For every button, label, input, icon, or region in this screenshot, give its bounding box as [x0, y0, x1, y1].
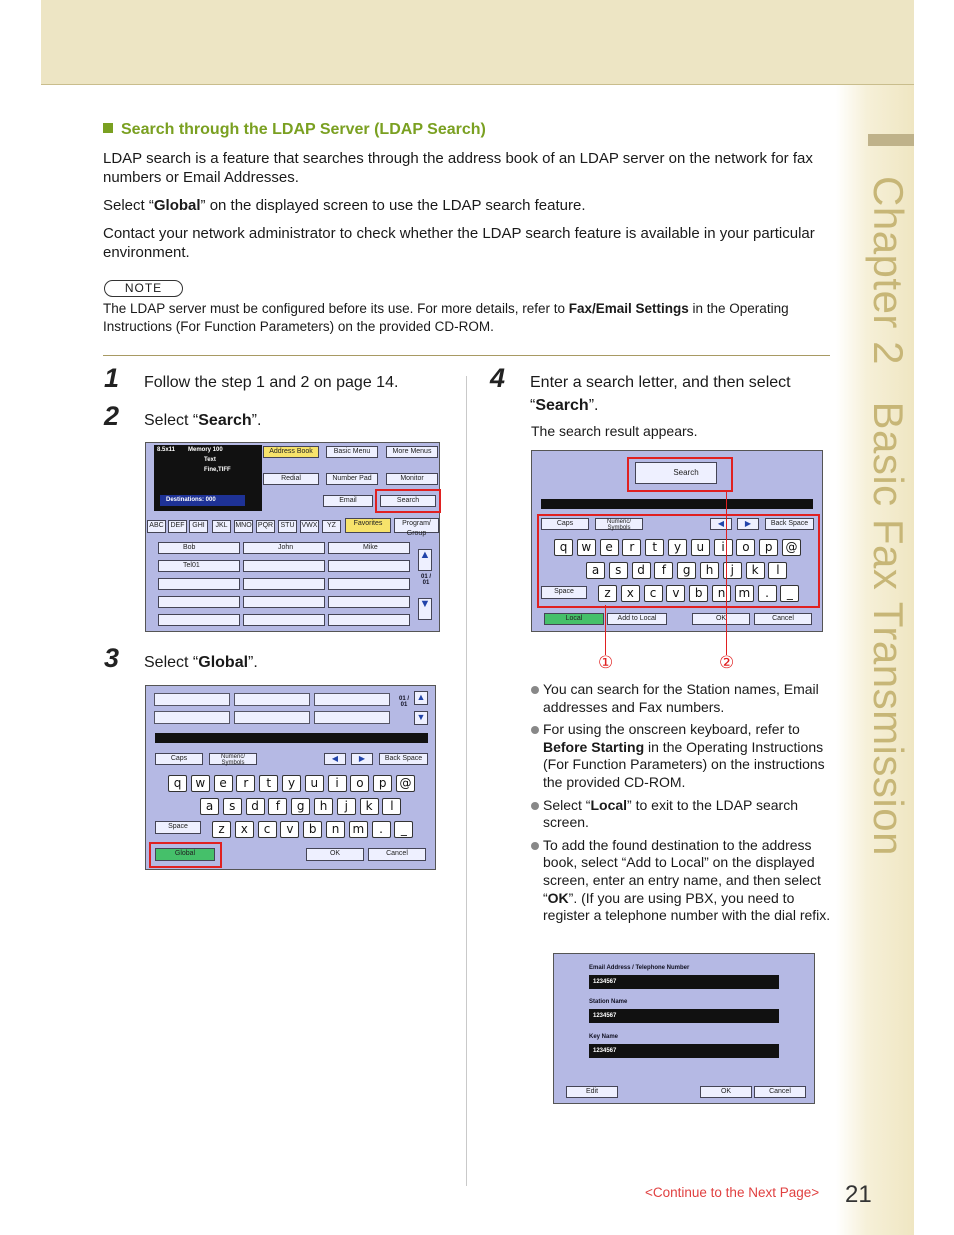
search-keyboard-screenshot: [531, 450, 823, 632]
step-1-text: Follow the step 1 and 2 on page 14.: [144, 374, 399, 391]
backspace-key[interactable]: Back Space: [379, 753, 428, 765]
step-2-number: 2: [104, 401, 120, 431]
backspace-key[interactable]: Back Space: [765, 518, 814, 530]
key-x[interactable]: x: [621, 585, 640, 602]
entry-empty[interactable]: [328, 560, 410, 572]
key-j[interactable]: j: [723, 562, 742, 579]
key-e[interactable]: e: [600, 539, 619, 556]
key-f[interactable]: f: [268, 798, 287, 815]
note-text: The LDAP server must be configured before its use. For more details, refer to Fax/Email Settings in the Operating Instructions (For Function Parameters) on the provided CD-ROM.: [103, 301, 789, 334]
key-f[interactable]: f: [654, 562, 673, 579]
step-3-text: Select “Global”.: [144, 654, 258, 671]
key-k[interactable]: k: [746, 562, 765, 579]
intro-paragraph-2: Select “Global” on the displayed screen to use the LDAP search feature.: [103, 197, 586, 214]
callout-1-line: [605, 605, 606, 655]
cancel-button[interactable]: Cancel: [368, 848, 426, 861]
key-l[interactable]: l: [382, 798, 401, 815]
key-b[interactable]: b: [689, 585, 708, 602]
station-name-field[interactable]: [589, 1009, 779, 1023]
key-name-field[interactable]: [589, 1044, 779, 1058]
key-a[interactable]: a: [200, 798, 219, 815]
key-p[interactable]: p: [759, 539, 778, 556]
numeric-symbols-key[interactable]: Numeric/ Symbols: [595, 518, 643, 530]
entry-john[interactable]: John: [243, 542, 325, 554]
ok-button[interactable]: OK: [306, 848, 364, 861]
ldap-search-button[interactable]: Search: [635, 462, 717, 484]
key-d[interactable]: d: [246, 798, 265, 815]
section-title-text: Search through the LDAP Server (LDAP Search): [121, 121, 486, 138]
paper-size-label: 8.5x11: [157, 447, 176, 453]
section-divider: [103, 355, 830, 356]
monitor-button[interactable]: Monitor: [386, 473, 438, 485]
key-r[interactable]: r: [236, 775, 255, 792]
resolution-label: Fine,TIFF: [204, 467, 231, 473]
key-w[interactable]: w: [577, 539, 596, 556]
key-z[interactable]: z: [212, 821, 231, 838]
search-text-input[interactable]: [155, 733, 428, 743]
memory-label: Memory 100: [188, 447, 223, 453]
search-text-input[interactable]: [541, 499, 813, 509]
key-s[interactable]: s: [609, 562, 628, 579]
basic-menu-button[interactable]: Basic Menu: [326, 446, 378, 458]
arrow-left-icon[interactable]: ◀: [324, 753, 346, 765]
key-dot[interactable]: .: [372, 821, 391, 838]
tab-ghi[interactable]: GHI: [189, 520, 208, 533]
key-t[interactable]: t: [259, 775, 278, 792]
tab-program-group[interactable]: Program/ Group: [394, 518, 439, 533]
email-telephone-label: Email Address / Telephone Number: [589, 965, 690, 971]
space-key[interactable]: Space: [541, 586, 587, 599]
station-name-label: Station Name: [589, 999, 628, 1005]
entry-empty[interactable]: [243, 596, 325, 608]
caps-key[interactable]: Caps: [541, 518, 589, 530]
key-at[interactable]: @: [396, 775, 415, 792]
step-1-number: 1: [104, 363, 120, 393]
entry-empty[interactable]: [328, 596, 410, 608]
caps-key[interactable]: Caps: [155, 753, 203, 765]
key-n[interactable]: n: [712, 585, 731, 602]
chapter-side-title: [864, 176, 912, 856]
list-item: Select “Local” to exit to the LDAP search screen.: [531, 797, 831, 832]
number-pad-button[interactable]: Number Pad: [326, 473, 378, 485]
notes-list: [531, 681, 831, 930]
intro-paragraph-3: Contact your network administrator to check whether the LDAP search feature is available in your particular environment.: [103, 225, 815, 261]
key-name-value: 1234567: [593, 1048, 617, 1054]
email-telephone-field[interactable]: [589, 975, 779, 989]
chapter-label: Chapter 2: [865, 176, 912, 365]
key-l[interactable]: l: [768, 562, 787, 579]
search-highlight: [627, 457, 733, 492]
key-d[interactable]: d: [632, 562, 651, 579]
key-s[interactable]: s: [223, 798, 242, 815]
list-item: To add the found destination to the address book, select “Add to Local” on the displayed screen, enter an entry name, and then select “OK”. (If you are using PBX, you need to register a telephone number with the dial refix.: [531, 837, 831, 925]
key-g[interactable]: g: [291, 798, 310, 815]
chapter-title: Basic Fax Transmission: [865, 401, 912, 856]
ok-button[interactable]: OK: [692, 613, 750, 625]
cancel-button[interactable]: Cancel: [754, 1086, 806, 1098]
add-to-local-button[interactable]: Add to Local: [607, 613, 667, 625]
key-i[interactable]: i: [328, 775, 347, 792]
key-m[interactable]: m: [735, 585, 754, 602]
callout-1: ①: [598, 653, 614, 672]
search-button[interactable]: Search: [380, 495, 436, 507]
section-title: [103, 121, 486, 139]
key-dot[interactable]: .: [758, 585, 777, 602]
tab-favorites[interactable]: Favorites: [345, 518, 391, 533]
key-underscore[interactable]: _: [780, 585, 799, 602]
key-u[interactable]: u: [691, 539, 710, 556]
email-button[interactable]: Email: [323, 495, 373, 507]
note-badge: NOTE: [104, 280, 183, 297]
address-book-button[interactable]: Address Book: [263, 446, 319, 458]
key-a[interactable]: a: [586, 562, 605, 579]
key-c[interactable]: c: [644, 585, 663, 602]
result-slot: [234, 711, 310, 724]
page-indicator: 01 / 01: [420, 574, 431, 586]
tab-abc[interactable]: ABC: [147, 520, 166, 533]
key-w[interactable]: w: [191, 775, 210, 792]
key-y[interactable]: y: [668, 539, 687, 556]
ok-button[interactable]: OK: [700, 1086, 752, 1098]
column-divider: [466, 376, 467, 1186]
destinations-count: Destinations: 000: [166, 497, 216, 503]
entry-empty[interactable]: [158, 578, 240, 590]
global-highlight: [149, 842, 222, 868]
page-indicator: 01 / 01: [398, 696, 409, 708]
continue-link[interactable]: <Continue to the Next Page>: [645, 1185, 820, 1200]
key-underscore[interactable]: _: [394, 821, 413, 838]
numeric-symbols-key[interactable]: Numeric/ Symbols: [209, 753, 257, 765]
key-v[interactable]: v: [666, 585, 685, 602]
scroll-up-icon[interactable]: ▲: [414, 691, 428, 705]
address-book-screenshot: [145, 442, 440, 632]
key-v[interactable]: v: [280, 821, 299, 838]
list-item: For using the onscreen keyboard, refer to Before Starting in the Operating Instructions (For Function Parameters) on the instructions the provided CD-ROM.: [531, 721, 831, 791]
result-slot: [154, 711, 230, 724]
entry-empty[interactable]: [158, 596, 240, 608]
key-k[interactable]: k: [360, 798, 379, 815]
cancel-button[interactable]: Cancel: [754, 613, 812, 625]
arrow-right-icon[interactable]: ▶: [737, 518, 759, 530]
step-4-result-text: The search result appears.: [531, 423, 698, 439]
key-q[interactable]: q: [554, 539, 573, 556]
step-4-text: Enter a search letter, and then select “Search”.: [530, 374, 791, 414]
page-header-band: [41, 0, 914, 85]
key-r[interactable]: r: [622, 539, 641, 556]
result-slot: [314, 711, 390, 724]
key-q[interactable]: q: [168, 775, 187, 792]
key-at[interactable]: @: [782, 539, 801, 556]
redial-button[interactable]: Redial: [263, 473, 319, 485]
key-h[interactable]: h: [314, 798, 333, 815]
key-e[interactable]: e: [214, 775, 233, 792]
step-4-number: 4: [490, 363, 506, 393]
scroll-down-icon[interactable]: ▼: [418, 598, 432, 620]
more-menus-button[interactable]: More Menus: [386, 446, 438, 458]
result-slot: [314, 693, 390, 706]
tab-def[interactable]: DEF: [168, 520, 187, 533]
tab-yz[interactable]: YZ: [322, 520, 341, 533]
key-name-label: Key Name: [589, 1034, 619, 1040]
key-g[interactable]: g: [677, 562, 696, 579]
key-o[interactable]: o: [736, 539, 755, 556]
scroll-down-icon[interactable]: ▼: [414, 711, 428, 725]
step-3-number: 3: [104, 643, 120, 673]
global-button[interactable]: Global: [155, 848, 215, 861]
arrow-right-icon[interactable]: ▶: [351, 753, 373, 765]
key-i[interactable]: i: [714, 539, 733, 556]
edit-button[interactable]: Edit: [566, 1086, 618, 1098]
entry-empty[interactable]: [328, 578, 410, 590]
key-b[interactable]: b: [303, 821, 322, 838]
text-mode-label: Text: [204, 457, 216, 463]
key-z[interactable]: z: [598, 585, 617, 602]
square-bullet-icon: [103, 123, 113, 133]
key-x[interactable]: x: [235, 821, 254, 838]
entry-tel01[interactable]: Tel01: [158, 560, 240, 572]
scroll-up-icon[interactable]: ▲: [418, 549, 432, 571]
entry-mike[interactable]: Mike: [328, 542, 410, 554]
step-2-text: Select “Search”.: [144, 412, 262, 429]
key-n[interactable]: n: [326, 821, 345, 838]
entry-empty[interactable]: [243, 614, 325, 626]
space-key[interactable]: Space: [155, 821, 201, 834]
key-p[interactable]: p: [373, 775, 392, 792]
search-highlight: [375, 489, 441, 513]
result-slot: [234, 693, 310, 706]
list-item: You can search for the Station names, Email addresses and Fax numbers.: [531, 681, 831, 716]
global-keyboard-screenshot: [145, 685, 436, 870]
chapter-tab-marker: [868, 134, 914, 146]
key-y[interactable]: y: [282, 775, 301, 792]
entry-bob[interactable]: Bob: [158, 542, 240, 554]
key-o[interactable]: o: [350, 775, 369, 792]
entry-empty[interactable]: [243, 578, 325, 590]
tab-pqr[interactable]: PQR: [256, 520, 275, 533]
key-j[interactable]: j: [337, 798, 356, 815]
email-telephone-value: 1234567: [593, 979, 617, 985]
callout-2-line: [726, 490, 727, 655]
tab-vwx[interactable]: VWX: [300, 520, 319, 533]
callout-2: ②: [719, 653, 735, 672]
key-h[interactable]: h: [700, 562, 719, 579]
key-t[interactable]: t: [645, 539, 664, 556]
arrow-left-icon[interactable]: ◀: [710, 518, 732, 530]
tab-jkl[interactable]: JKL: [212, 520, 231, 533]
station-name-value: 1234567: [593, 1013, 617, 1019]
intro-paragraph-1: LDAP search is a feature that searches through the address book of an LDAP server on the network for fax numbers or Email Addresses.: [103, 150, 813, 186]
key-u[interactable]: u: [305, 775, 324, 792]
result-slot: [154, 693, 230, 706]
tab-stu[interactable]: STU: [278, 520, 297, 533]
tab-mno[interactable]: MNO: [234, 520, 253, 533]
entry-empty[interactable]: [243, 560, 325, 572]
local-button[interactable]: Local: [544, 613, 604, 625]
entry-empty[interactable]: [158, 614, 240, 626]
key-m[interactable]: m: [349, 821, 368, 838]
add-to-local-screenshot: [553, 953, 815, 1104]
key-c[interactable]: c: [258, 821, 277, 838]
entry-empty[interactable]: [328, 614, 410, 626]
page-number: 21: [845, 1181, 872, 1208]
